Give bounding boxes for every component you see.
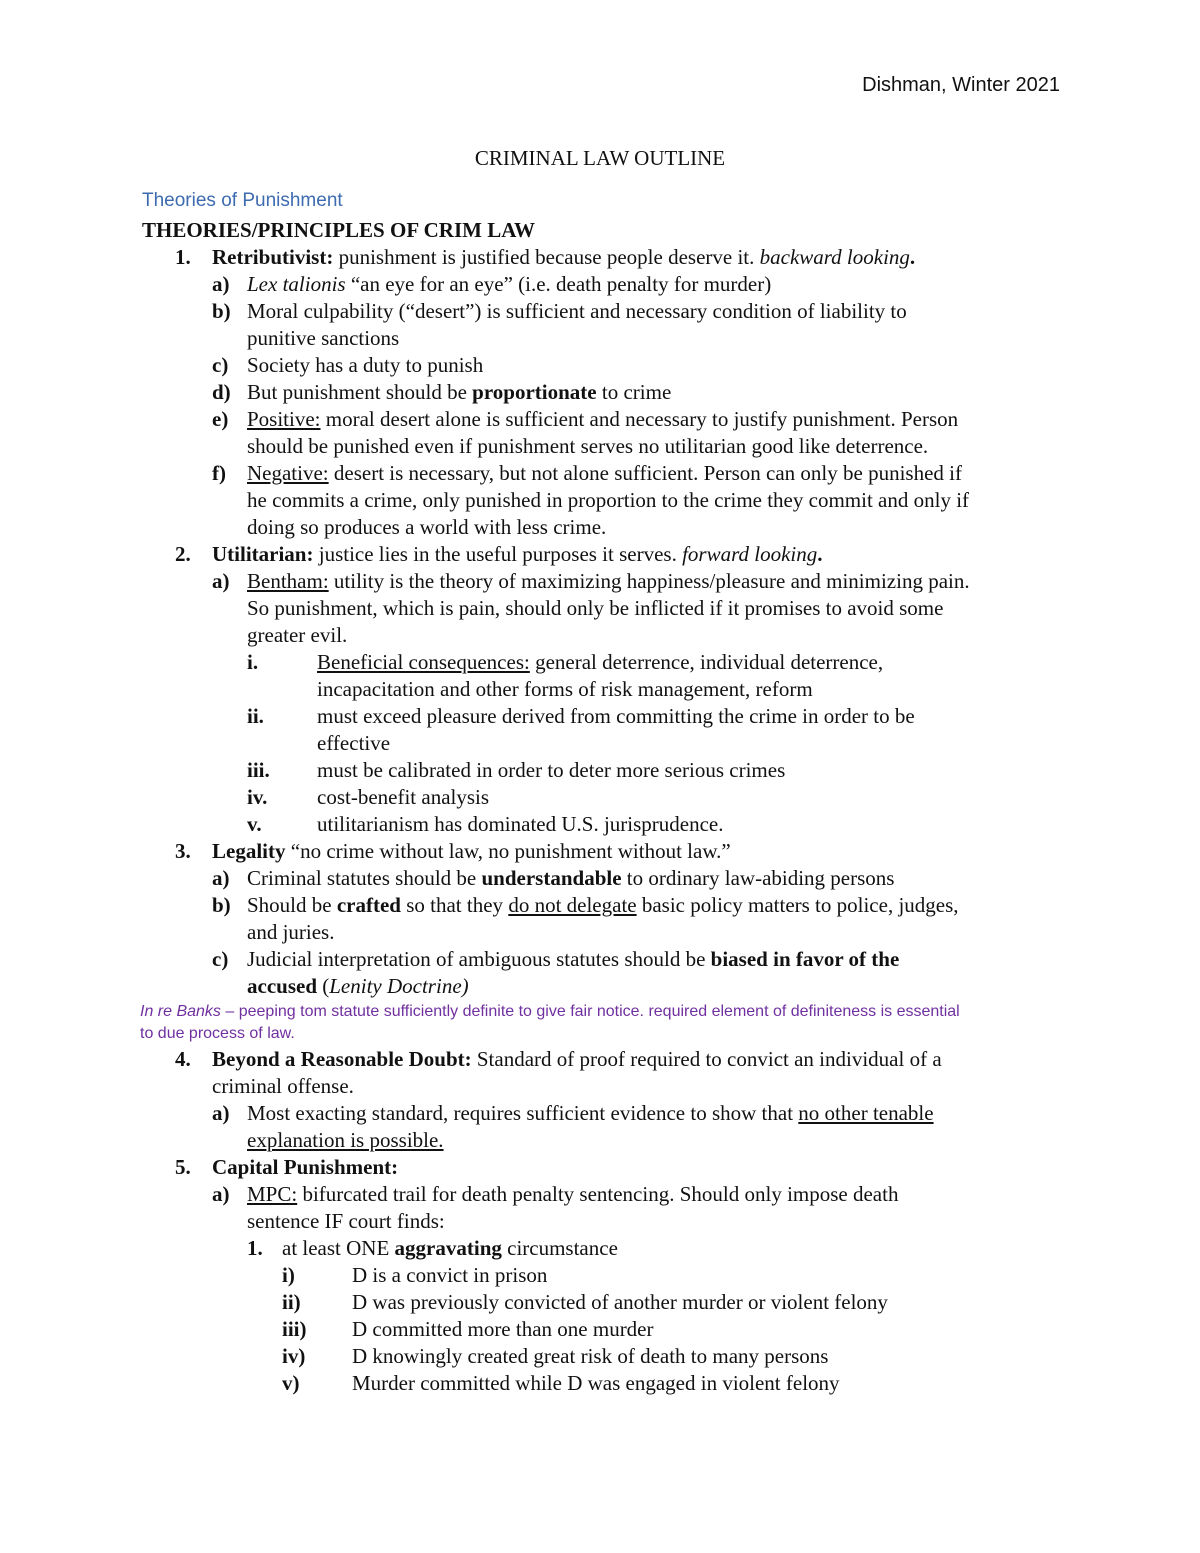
list-item: v) Murder committed while D was engaged in violent felony (282, 1371, 840, 1395)
list-item: e) Positive: moral desert alone is sufficient and necessary to justify punishment. Person (212, 407, 959, 431)
list-item: iv. cost-benefit analysis (247, 785, 490, 809)
list-item-continuation: criminal offense. (212, 1074, 354, 1098)
list-item: 3. Legality “no crime without law, no punishment without law.” (175, 839, 731, 863)
list-item: 5. Capital Punishment: (175, 1155, 399, 1179)
list-item-continuation: accused (Lenity Doctrine) (247, 974, 469, 998)
list-item: a) Most exacting standard, requires sufficient evidence to show that no other tenable (212, 1101, 934, 1125)
list-item: v. utilitarianism has dominated U.S. jurisprudence. (247, 812, 724, 836)
case-note-continuation: to due process of law. (140, 1025, 295, 1042)
list-item-continuation: should be punished even if punishment serves no utilitarian good like deterrence. (247, 434, 929, 458)
list-item: a) Bentham: utility is the theory of maximizing happiness/pleasure and minimizing pain. (212, 569, 970, 593)
list-item: 2. Utilitarian: justice lies in the useful purposes it serves. forward looking. (175, 542, 823, 566)
list-item: iii) D committed more than one murder (282, 1317, 654, 1341)
list-item: i) D is a convict in prison (282, 1263, 548, 1287)
list-item: d) But punishment should be proportionate to crime (212, 380, 672, 404)
list-item: c) Judicial interpretation of ambiguous statutes should be biased in favor of the (212, 947, 900, 971)
list-item-continuation: and juries. (247, 920, 335, 944)
list-item-continuation: incapacitation and other forms of risk management, reform (317, 677, 813, 701)
list-item: f) Negative: desert is necessary, but not alone sufficient. Person can only be punished if (212, 461, 962, 485)
list-item: a) Lex talionis “an eye for an eye” (i.e. death penalty for murder) (212, 272, 772, 296)
subheading: THEORIES/PRINCIPLES OF CRIM LAW (142, 218, 536, 242)
list-item: 1. at least ONE aggravating circumstance (247, 1236, 618, 1260)
list-item-continuation: doing so produces a world with less crime. (247, 515, 607, 539)
list-item: iv) D knowingly created great risk of death to many persons (282, 1344, 829, 1368)
item-number: 1. (175, 245, 191, 269)
list-item: 1. Retributivist: punishment is justified because people deserve it. backward looking. (175, 245, 916, 269)
list-item-continuation: he commits a crime, only punished in proportion to the crime they commit and only if (247, 488, 970, 512)
case-name: In re Banks (140, 1003, 221, 1020)
list-item: ii. must exceed pleasure derived from committing the crime in order to be (247, 704, 915, 728)
list-item: c) Society has a duty to punish (212, 353, 484, 377)
list-item: a) Criminal statutes should be understandable to ordinary law-abiding persons (212, 866, 895, 890)
list-item: i. Beneficial consequences: general deterrence, individual deterrence, (247, 650, 884, 674)
list-item-continuation: So punishment, which is pain, should only be inflicted if it promises to avoid some (247, 596, 944, 620)
list-item-continuation: explanation is possible. (247, 1128, 444, 1152)
list-item-continuation: sentence IF court finds: (247, 1209, 445, 1233)
list-item-continuation: effective (317, 731, 391, 755)
item-label: Retributivist: (212, 245, 334, 269)
list-item: a) MPC: bifurcated trail for death penalty sentencing. Should only impose death (212, 1182, 899, 1206)
list-item: 4. Beyond a Reasonable Doubt: Standard of proof required to convict an individual of a (175, 1047, 942, 1071)
header-author-term: Dishman, Winter 2021 (862, 74, 1060, 96)
page-title: CRIMINAL LAW OUTLINE (474, 146, 726, 170)
section-heading: Theories of Punishment (142, 190, 343, 211)
list-item-continuation: greater evil. (247, 623, 348, 647)
case-note: In re Banks – peeping tom statute sufficiently definite to give fair notice. required element of definiteness is essential (140, 1003, 960, 1020)
list-item: b) Moral culpability (“desert”) is sufficient and necessary condition of liability to (212, 299, 907, 323)
list-item: b) Should be crafted so that they do not delegate basic policy matters to police, judges, (212, 893, 959, 917)
list-item: iii. must be calibrated in order to deter more serious crimes (247, 758, 786, 782)
list-item-continuation: punitive sanctions (247, 326, 400, 350)
list-item: ii) D was previously convicted of another murder or violent felony (282, 1290, 888, 1314)
